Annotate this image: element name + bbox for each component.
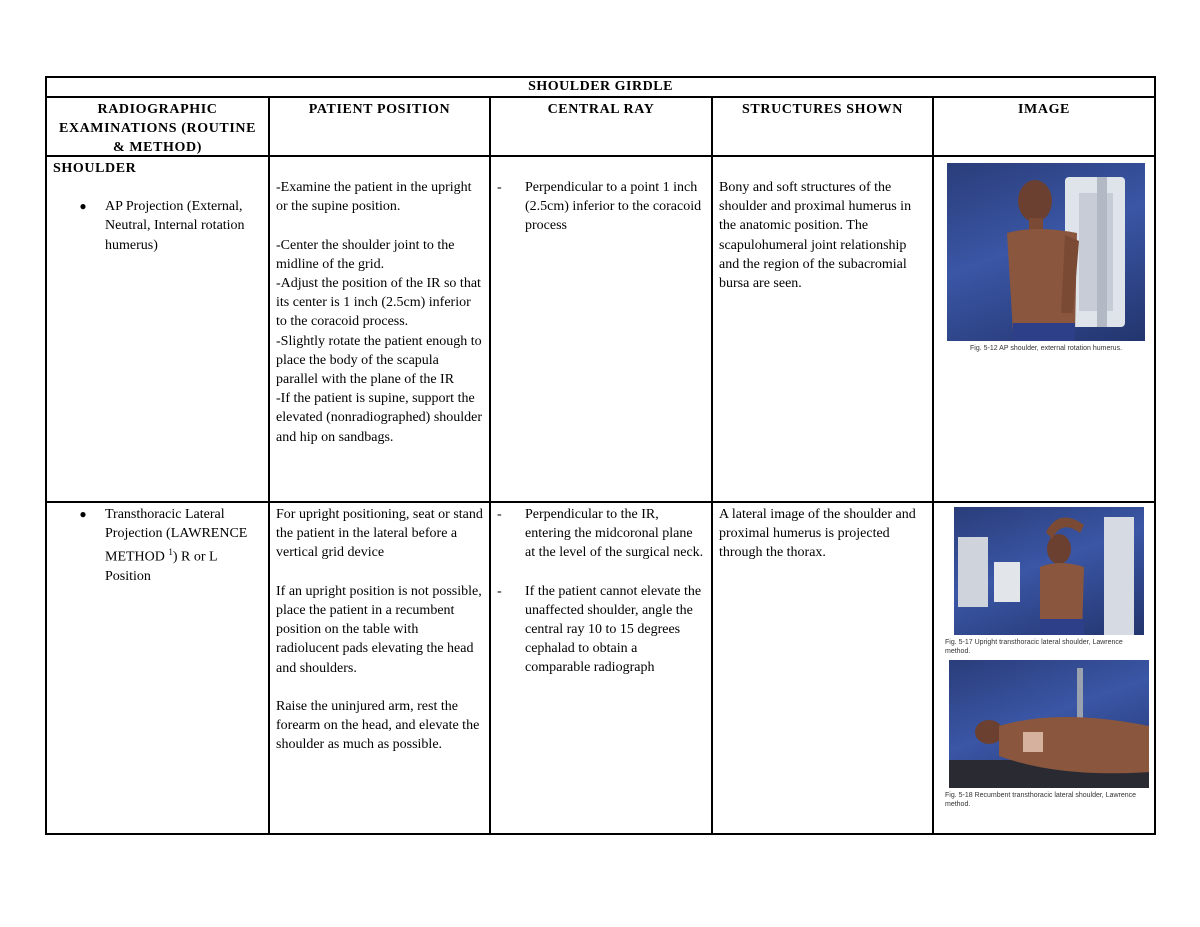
central-ray-cell	[491, 503, 713, 833]
bullet-icon: ●	[79, 199, 87, 214]
ap-shoulder-photo	[947, 163, 1145, 341]
structures-cell	[713, 503, 934, 833]
structures-cell	[713, 157, 934, 501]
central-ray-text: Perpendicular to a point 1 inch (2.5cm) inferior to the coracoid process	[525, 180, 702, 234]
header-central-ray: CENTRAL RAY	[491, 98, 713, 155]
structures-text: A lateral image of the shoulder and proximal humerus is projected through the thorax.	[719, 507, 916, 561]
central-ray-text: Perpendicular to the IR, entering the midcoronal plane at the level of the surgical neck.	[525, 507, 704, 561]
central-ray-text: If the patient cannot elevate the unaffected shoulder, angle the central ray 10 to 15 degrees cephalad to obtain a comparable radiograph	[525, 583, 702, 676]
patient-figure-icon	[954, 507, 1144, 635]
exam-cell	[47, 503, 270, 833]
recumbent-lateral-photo	[949, 660, 1149, 788]
table-row	[47, 503, 1154, 833]
exam-cell	[47, 157, 270, 501]
figure-caption: Fig. 5-18 Recumbent transthoracic lateral shoulder, Lawrence method.	[945, 792, 1137, 808]
table-title: SHOULDER GIRDLE	[47, 78, 1154, 98]
exam-bullet	[53, 197, 262, 255]
header-structures: STRUCTURES SHOWN	[713, 98, 934, 155]
upright-lateral-photo	[954, 507, 1144, 635]
section-heading: SHOULDER	[53, 161, 137, 176]
header-exam: RADIOGRAPHIC EXAMINATIONS (ROUTINE & METHOD)	[47, 98, 270, 155]
dash-marker: -	[497, 583, 502, 599]
figure-caption: Fig. 5-17 Upright transthoracic lateral shoulder, Lawrence method.	[945, 639, 1123, 655]
position-text: -Examine the patient in the upright or the supine position. -Center the shoulder joint to the midline of the grid. -Adjust the position of the IR so that its center is 1 inch (2.5cm) inferior to the coracoid process. -Slightly rotate the patient enough to place the body of the scapula parallel with the plane of the IR -If the patient is supine, support the elevated (nonradiographed) shoulder and hip on sandbags.	[276, 180, 483, 445]
table-row	[47, 157, 1154, 503]
header-position: PATIENT POSITION	[270, 98, 491, 155]
header-image: IMAGE	[1018, 102, 1070, 117]
patient-figure-icon	[947, 163, 1145, 341]
central-ray-cell	[491, 157, 713, 501]
footnote-marker: 1	[168, 547, 173, 558]
position-cell	[270, 503, 491, 833]
dash-marker: -	[497, 507, 502, 522]
structures-text: Bony and soft structures of the shoulder and proximal humerus in the anatomic position. The scapulohumeral joint relationship and the region of the subacromial bursa are seen.	[719, 180, 912, 292]
exam-name: Transthoracic Lateral Projection (LAWRENCE METHOD $^1$) R or L Position	[105, 507, 248, 585]
bullet-icon: ●	[79, 507, 87, 521]
header-row	[47, 98, 1154, 157]
central-ray-item	[497, 505, 705, 563]
central-ray-item	[497, 178, 705, 236]
central-ray-item	[497, 582, 705, 678]
exam-name: AP Projection (External, Neutral, Internal rotation humerus)	[105, 199, 245, 253]
shoulder-girdle-table	[45, 76, 1156, 835]
exam-bullet	[53, 505, 262, 586]
position-cell	[270, 157, 491, 501]
patient-figure-icon	[949, 660, 1149, 788]
image-cell	[934, 503, 1154, 833]
image-cell	[934, 157, 1154, 501]
figure-caption: Fig. 5-12 AP shoulder, external rotation humerus.	[970, 345, 1123, 352]
position-text: For upright positioning, seat or stand the patient in the lateral before a vertical grid device If an upright position is not possible, place the patient in a recumbent position on the table with radiolucent pads elevating the head and shoulders. Raise the uninjured arm, rest the forearm on the head, and elevate the shoulder as much as possible.	[276, 507, 483, 753]
dash-marker: -	[497, 180, 502, 195]
